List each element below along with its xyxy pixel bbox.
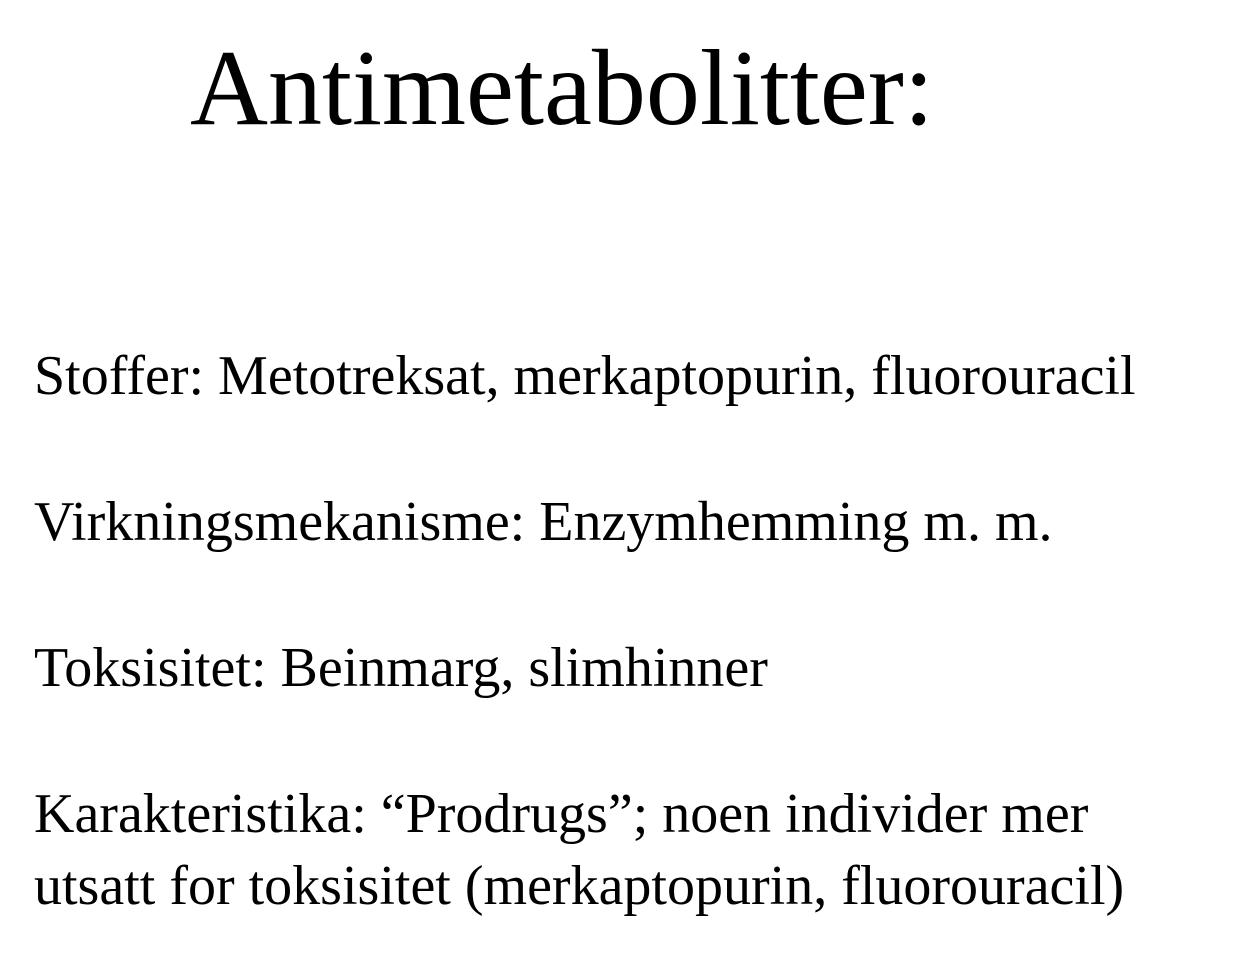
virkningsmekanisme-line: Virkningsmekanisme: Enzymhemming m. m.: [34, 491, 1053, 553]
slide-title: Antimetabolitter:: [190, 29, 934, 148]
stoffer-line: Stoffer: Metotreksat, merkaptopurin, fluorouracil: [34, 345, 1136, 407]
karakteristika-line-1: Karakteristika: “Prodrugs”; noen individer mer: [34, 783, 1089, 845]
karakteristika-line-2: utsatt for toksisitet (merkaptopurin, fluorouracil): [34, 855, 1125, 917]
toksisitet-line: Toksisitet: Beinmarg, slimhinner: [34, 637, 768, 699]
